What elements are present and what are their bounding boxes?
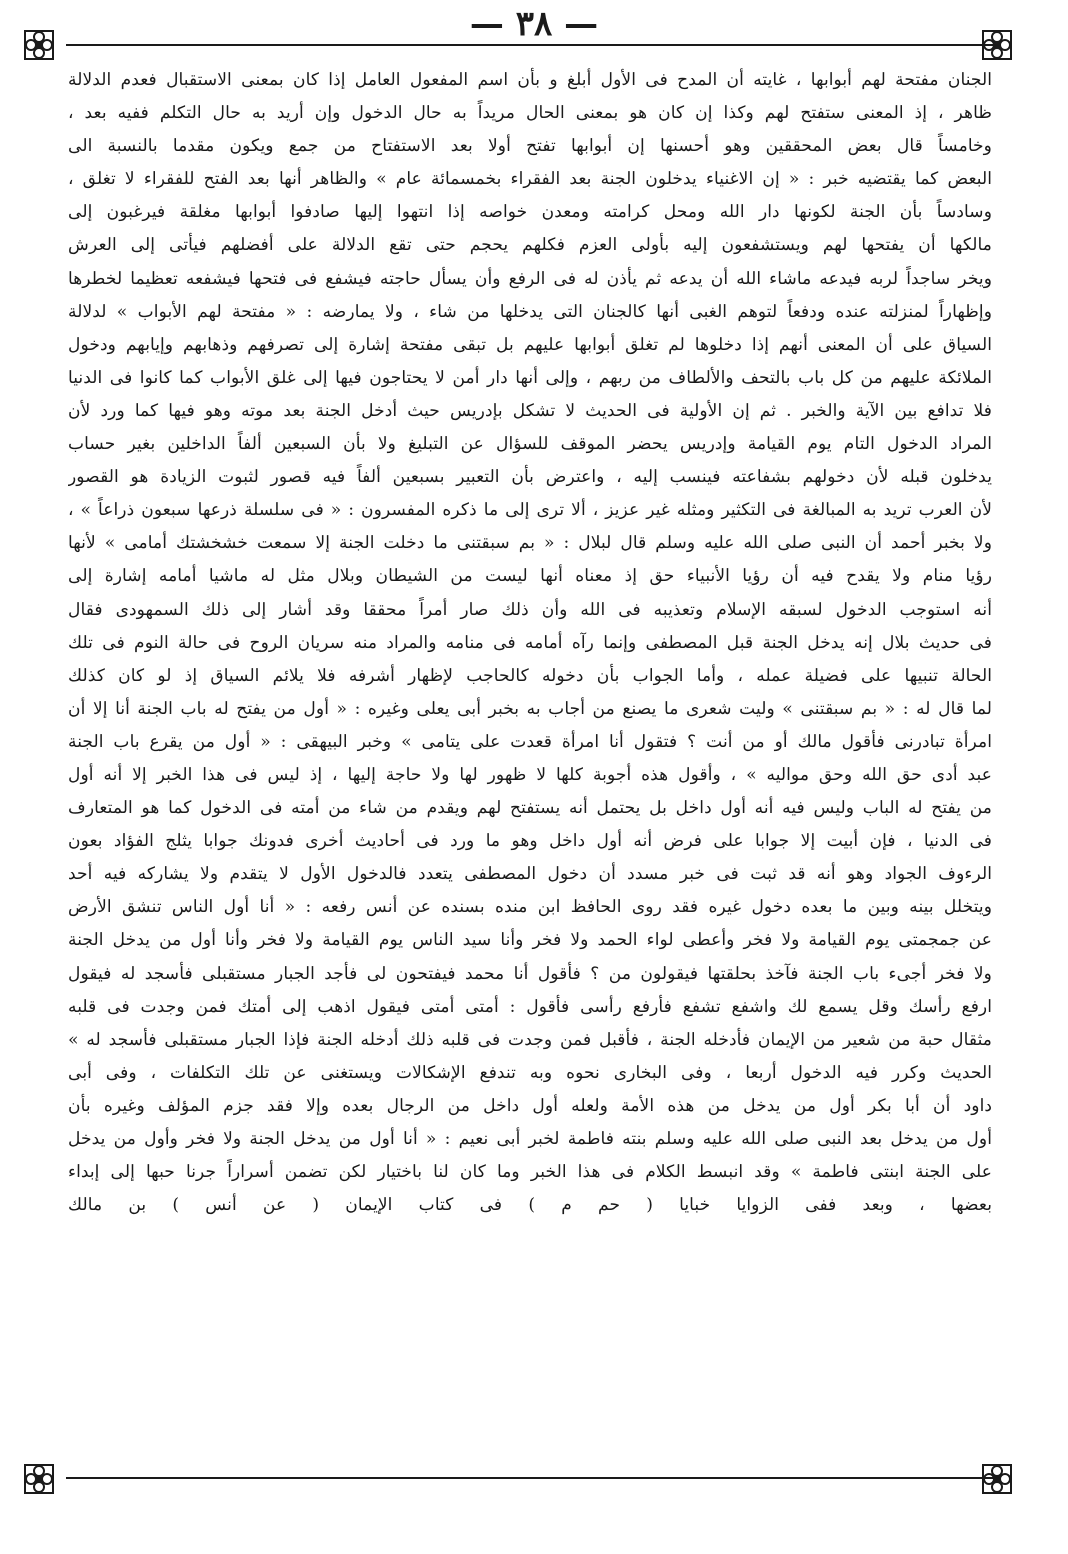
text-line: امرأة تبادرنى فأقول مالك أو من أنت ؟ فتقول أنا امرأة قعدت على يتامى » وخبر البيهقى : « أول من يقرع باب الجنة [68,731,992,752]
text-line: ويتخلل بينه وبين ما بعده دخول غيره فقد روى الحافظ ابن منده بسنده عن أنس رفعه : « أنا أول الناس تنشق الأرض [68,897,992,918]
text-line: على الجنة ابنتى فاطمة » وقد انبسط الكلام فى هذا الخبر وما كان لنا باختيار لكن تضمن أسراراً جرنا حبها إلى إبداء [68,1162,992,1183]
text-line: المراد الدخول التام يوم القيامة وإدريس يحضر الموقف للسؤال عن التبليغ ولا بأن السبعين ألفاً الداخلين بغير حساب [68,434,992,455]
text-line: السياق على أن المعنى أنهم إذا دخلوها لم تغلق أبوابها عليهم بل تبقى مفتحة إشارة إلى تصرفهم وذهابهم وإيابهم ودخول [68,334,992,355]
text-line-final [68,1222,992,1255]
text-line: ويخر ساجداً لربه فيدعه ماشاء الله أن يدعه ثم يأذن له فى الرفع وأن يسأل حاجته فيشفع فى فتحها فيشفعه تعظيما لخطرها [68,268,992,289]
text-line: الملائكة عليهم من كل باب بالتحف والألطاف من ربهم ، وإلى أنها دار أمن لا يحتاجون فيها إلى غلق الأبواب كما كانوا فى الدنيا [68,367,992,388]
text-line: مثقال حبة من شعير من الإيمان فأدخله الجنة ، فأقبل فمن وجدت فى قلبه ذلك أدخله الجنة فإذا الجبار مستقبلى فأسجد له » [68,1029,992,1050]
text-line: فى حديث بلال إنه يدخل الجنة قبل المصطفى وإنما رآه أمامه فى منامه والمراد منه سريان الروح فى حالة النوم فى تلك [68,632,992,653]
text-line: مالكها أن يفتحها لهم ويستشفعون إليه بأولى العزم فكلهم يحجم حتى تقع الدلالة على أفضلهم فيأتى إلى العرش [68,235,992,256]
text-line: ولا بخبر أحمد أن النبى صلى الله عليه وسلم قال لبلال : « بم سبقتنى ما دخلت الجنة إلا سمعت خشخشتك أمامى » لأنها [68,533,992,554]
quatrefoil-corner-icon [22,28,56,62]
text-line: الجنان مفتحة لهم أبوابها ، غايته أن المدح فى الأول أبلغ و بأن اسم المفعول العامل إذا كان بمعنى الاستقبال فعدم الدلالة [68,70,992,90]
text-line: البعض كما يقتضيه خبر : « إن الاغنياء يدخلون الجنة بعد الفقراء بخمسمائة عام » والظاهر أنها بعد الفتح للفقراء لا تغلق ، [68,169,992,190]
page-number: — ٣٨ — [469,4,599,44]
quatrefoil-corner-icon [980,1462,1014,1496]
text-line: أول من يدخل بعد النبى صلى الله عليه وسلم بنته فاطمة لخبر أبى نعيم : « أنا أول من يدخل الجنة ولا فخر وأول من يدخل [68,1129,992,1149]
text-line: ظاهر ، إذ المعنى ستفتح لهم وكذا إن كان هو بمعنى الحال مريداً به حال الدخول وإن أريد به حال التكلم ففيه بعد ، [68,103,992,124]
text-line: لأن العرب تريد به المبالغة فى التكثير ومثله غير عزيز ، ألا ترى إلى ما ذكره المفسرون : « فى سلسلة ذرعها سبعون ذراعاً » ، [68,500,992,521]
bottom-rule [66,1477,994,1479]
text-line: فلا تدافع بين الآية والخبر . ثم إن الأولية فى الحديث لا تشكل بإدريس حيث أدخل الجنة بعد موته وهو فيها كما ورد لأن [68,400,992,421]
text-line: أنه استوجب الدخول لسبقه الإسلام وتعذيبه فى الله وأن ذلك صار أمراً محققا وقد أشار إلى ذلك السمهودى فقال [68,599,992,620]
text-line: داود أن أبا بكر أول من يدخل من هذه الأمة ولعله أول داخل من الرجال بعده وإلا فقد جزم المؤلف وغيره بأن [68,1095,992,1116]
quatrefoil-corner-icon [22,1462,56,1496]
text-line: بعضها ، وبعد ففى الزوايا خبايا ( حم م ) فى كتاب الإيمان ( عن أنس ) بن مالك [68,1195,992,1216]
text-line: لما قال له : « بم سبقتنى » وليت شعرى ما يصنع من أجاب به بخبر أبى يعلى وغيره : « أول من يفتح له باب الجنة أنا إلا أن [68,698,992,719]
body-text [68,64,992,1255]
text-line: الحالة تنبيها على فضيلة عمله ، وأما الجواب بأن دخوله كالحاجب لإظهار أشرفه فلا يلائم السياق إذ لو كان كذلك [68,665,992,686]
text-line: يدخلون قبله لأن دخولهم بشفاعته فينسب إليه ، واعترض بأن التعبير بسبعين ألفاً فيه قصور لثبوت الزيادة هو القصور [68,467,992,488]
text-line: وسادساً بأن الجنة لكونها دار الله ومحل كرامته ومعدن خواصه إذا انتهوا إليها صادفوا أبوابها مغلقة فيرغبون إلى [68,202,992,223]
text-line: ارفع رأسك وقل يسمع لك واشفع تشفع فأرفع رأسى فأقول : أمتى أمتى فيقول اذهب إلى أمتك فمن وجدت فى قلبه [68,996,992,1017]
text-line: عن جمجمتى يوم القيامة ولا فخر وأعطى لواء الحمد ولا فخر وأنا سيد الناس يوم القيامة ولا فخر وأنا أول من يدخل الجنة [68,930,992,951]
text-line: ولا فخر أجىء باب الجنة فآخذ بحلقتها فيقولون من ؟ فأقول أنا محمد فيفتحون لى فأجد الجبار مستقبلى فأسجد له فيقول [68,963,992,984]
text-line: وخامساً قال بعض المحققين وهو أحسنها إن أبوابها تفتح أولا بعد الاستفتاح من جمع ويكون مقدما بالنسبة الى [68,136,992,157]
text-line: وإظهاراً لمنزلته عنده ودفعاً لتوهم الغبى أنها كالجنان التى يدخلها من شاء ، ولا يمارضه : « مفتحة لهم الأبواب » لدلالة [68,301,992,322]
text-line: الرءوف الجواد وهو أنه قد ثبت فى خبر مسدد أن دخول المصطفى يتعدد فالدخول الأول لا يتقدم ولا يشاركه فيه أحد [68,864,992,885]
text-line: من يفتح له الباب وليس فيه أنه أول داخل بل يحتمل أنه يستفتح لهم ويقدم من شاء من أمته فى الدخول كما هو المتعارف [68,798,992,819]
top-rule [66,44,994,46]
text-line: فى الدنيا ، فإن أبيت إلا جوابا على فرض أنه أول داخل وهو ما ورد فى أحاديث أخرى فدونك جوابا يثلج الفؤاد بعون [68,831,992,852]
text-line: عبد أدى حق الله وحق مواليه » ، وأقول هذه أجوبة كلها لا ظهور لها ولا حاجة إليها ، إذ ليس فى هذا الخبر إلا أنه أول [68,764,992,785]
text-line: الحديث وكرر فيه الدخول أربعا ، وفى البخارى نحوه وبه تندفع الإشكالات ويستغنى عن تلك التكلفات ، وفى أبى [68,1062,992,1083]
text-line: رؤيا منام ولا يقدح فيه أن رؤيا الأنبياء حق إذ معناه أنها ليست من الشيطان وبلال مثل له ماشيا أمامه إشارة إلى [68,566,992,587]
